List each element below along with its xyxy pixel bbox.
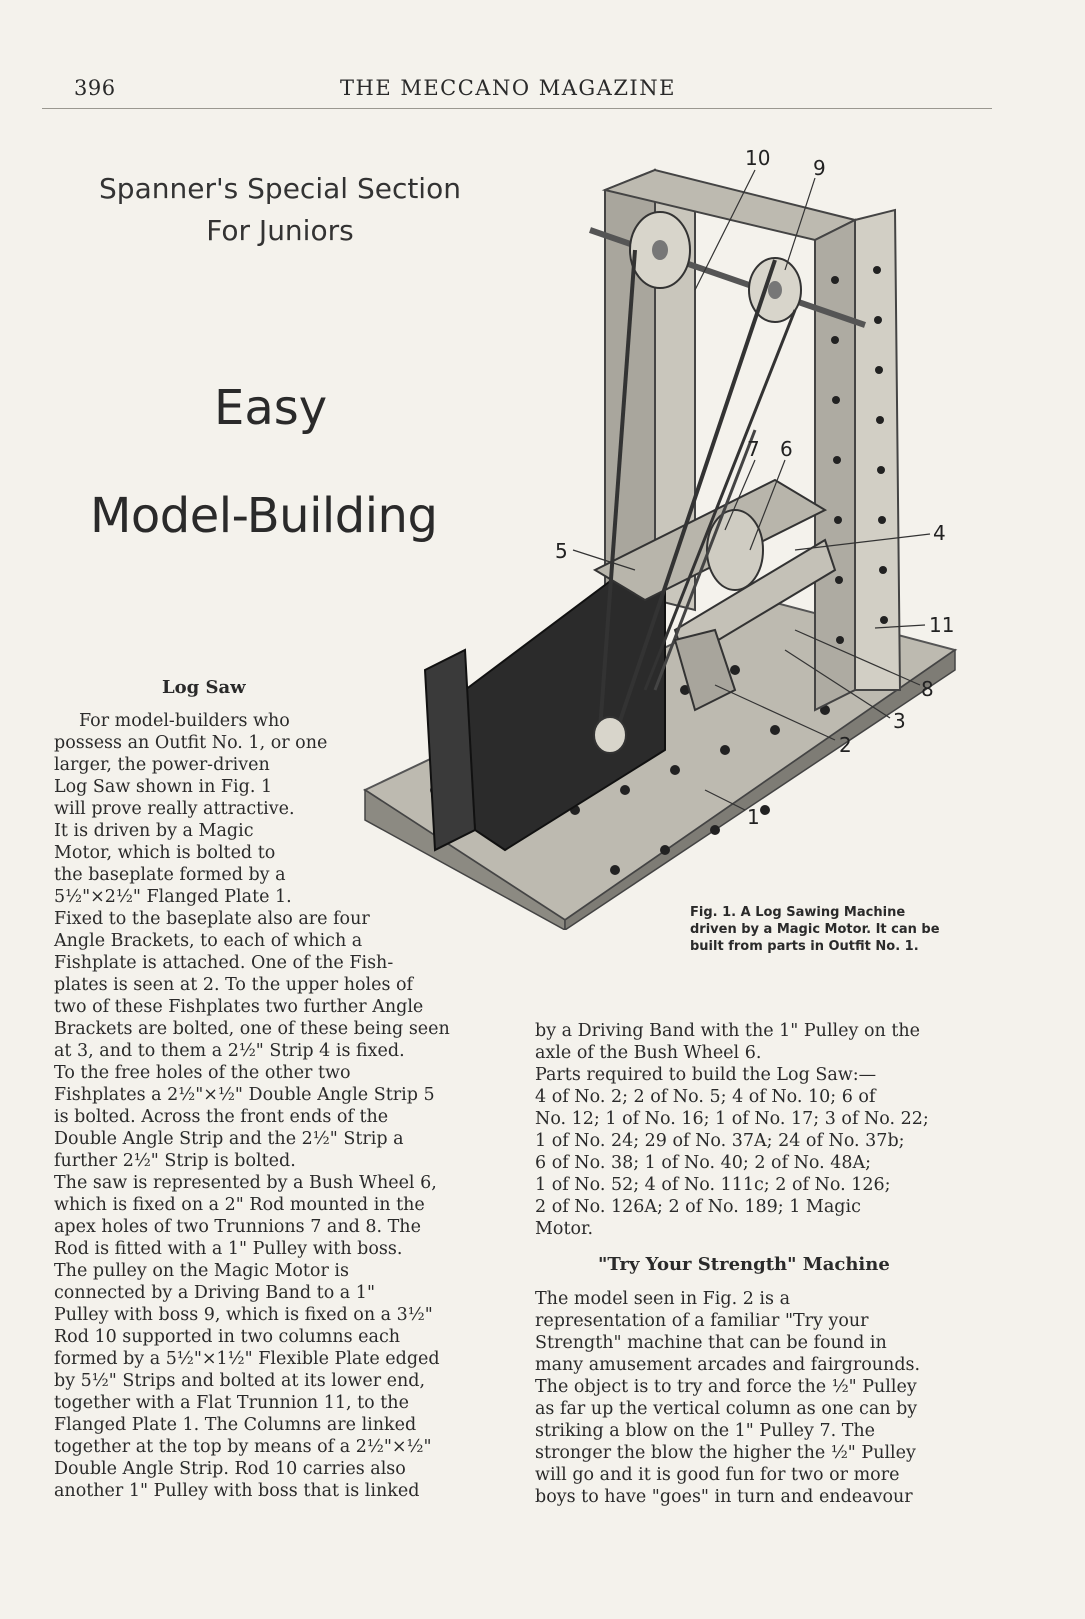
text-line: The model seen in Fig. 2 is a [535, 1289, 791, 1309]
text-line: To the free holes of the other two [54, 1063, 351, 1083]
text-line: at 3, and to them a 2½" Strip 4 is fixed. [54, 1041, 405, 1061]
text-line: larger, the power-driven [54, 755, 270, 775]
text-line: together with a Flat Trunnion 11, to the [54, 1393, 409, 1413]
text-line: Flanged Plate 1. The Columns are linked [54, 1415, 417, 1435]
text-line: further 2½" Strip is bolted. [54, 1151, 296, 1171]
text-line: Motor. [535, 1219, 594, 1239]
callout-1: 1 [747, 805, 760, 829]
parts-list-text [535, 1020, 929, 1240]
text-line: Motor, which is bolted to [54, 843, 276, 863]
text-line: Log Saw shown in Fig. 1 [54, 777, 273, 797]
text-line: together at the top by means of a 2½"×½" [54, 1437, 432, 1457]
text-line: Brackets are bolted, one of these being seen [54, 1019, 450, 1039]
running-head: THE MECCANO MAGAZINE [340, 76, 676, 100]
text-line: The object is to try and force the ½" Pulley [535, 1377, 917, 1397]
headline-model-building: Model-Building [90, 488, 438, 544]
text-line: Rod is fitted with a 1" Pulley with boss. [54, 1239, 403, 1259]
text-line: Strength" machine that can be found in [535, 1333, 887, 1353]
text-line: No. 12; 1 of No. 16; 1 of No. 17; 3 of No. 22; [535, 1109, 929, 1129]
callout-5: 5 [555, 539, 568, 563]
text-line: Double Angle Strip and the 2½" Strip a [54, 1129, 404, 1149]
text-line: axle of the Bush Wheel 6. [535, 1043, 762, 1063]
try-your-strength-text [535, 1288, 920, 1508]
text-line: 6 of No. 38; 1 of No. 40; 2 of No. 48A; [535, 1153, 872, 1173]
section-subtitle: For Juniors [206, 214, 354, 247]
text-line: will prove really attractive. [54, 799, 295, 819]
text-line: as far up the vertical column as one can by [535, 1399, 918, 1419]
text-line: Angle Brackets, to each of which a [54, 931, 363, 951]
text-line: will go and it is good fun for two or more [535, 1465, 900, 1485]
text-line: the baseplate formed by a [54, 865, 286, 885]
text-line: Rod 10 supported in two columns each [54, 1327, 401, 1347]
text-line: Fishplate is attached. One of the Fish- [54, 953, 394, 973]
text-line: another 1" Pulley with boss that is linked [54, 1481, 420, 1501]
callout-3: 3 [893, 709, 906, 733]
section-title: Spanner's Special Section [99, 172, 461, 205]
text-line: connected by a Driving Band to a 1" [54, 1283, 375, 1303]
callout-10: 10 [745, 146, 771, 170]
try-your-strength-heading: "Try Your Strength" Machine [598, 1254, 890, 1275]
text-line: 2 of No. 126A; 2 of No. 189; 1 Magic [535, 1197, 861, 1217]
text-line: The pulley on the Magic Motor is [54, 1261, 349, 1281]
text-line: is bolted. Across the front ends of the [54, 1107, 389, 1127]
text-line: two of these Fishplates two further Angle [54, 997, 424, 1017]
header-rule [42, 108, 992, 109]
text-line: 1 of No. 24; 29 of No. 37A; 24 of No. 37b; [535, 1131, 905, 1151]
text-line: Fishplates a 2½"×½" Double Angle Strip 5 [54, 1085, 435, 1105]
text-line: The saw is represented by a Bush Wheel 6, [54, 1173, 437, 1193]
text-line: 4 of No. 2; 2 of No. 5; 4 of No. 10; 6 of [535, 1087, 876, 1107]
text-line: by a Driving Band with the 1" Pulley on the [535, 1021, 920, 1041]
callout-2: 2 [839, 733, 852, 757]
log-saw-heading: Log Saw [162, 677, 246, 698]
callout-7: 7 [747, 437, 760, 461]
text-line: which is fixed on a 2" Rod mounted in the [54, 1195, 425, 1215]
figure-caption-line: Fig. 1. A Log Sawing Machine [690, 905, 906, 920]
callout-9: 9 [813, 156, 826, 180]
callout-4: 4 [933, 521, 946, 545]
text-line: 5½"×2½" Flanged Plate 1. [54, 887, 292, 907]
headline-easy: Easy [214, 380, 328, 436]
text-line: plates is seen at 2. To the upper holes of [54, 975, 414, 995]
callout-11: 11 [929, 613, 955, 637]
text-line: apex holes of two Trunnions 7 and 8. The [54, 1217, 421, 1237]
text-line: stronger the blow the higher the ½" Pulley [535, 1443, 916, 1463]
text-line: striking a blow on the 1" Pulley 7. The [535, 1421, 876, 1441]
text-line: For model-builders who [79, 711, 290, 731]
callout-6: 6 [780, 437, 793, 461]
text-line: 1 of No. 52; 4 of No. 111c; 2 of No. 126; [535, 1175, 891, 1195]
text-line: representation of a familiar "Try your [535, 1311, 869, 1331]
text-line: boys to have "goes" in turn and endeavour [535, 1487, 913, 1507]
text-line: possess an Outfit No. 1, or one [54, 733, 328, 753]
text-line: Parts required to build the Log Saw:— [535, 1065, 877, 1085]
callout-8: 8 [921, 677, 934, 701]
text-line: formed by a 5½"×1½" Flexible Plate edged [54, 1349, 440, 1369]
text-line: It is driven by a Magic [54, 821, 254, 841]
text-line: Pulley with boss 9, which is fixed on a 3½" [54, 1305, 433, 1325]
log-saw-text [54, 710, 450, 1502]
text-line: Fixed to the baseplate also are four [54, 909, 370, 929]
page-number: 396 [74, 76, 116, 100]
text-line: many amusement arcades and fairgrounds. [535, 1355, 921, 1375]
text-line: Double Angle Strip. Rod 10 carries also [54, 1459, 406, 1479]
figure-caption-line: driven by a Magic Motor. It can be [690, 922, 940, 937]
figure-caption-line: built from parts in Outfit No. 1. [690, 939, 919, 954]
text-line: by 5½" Strips and bolted at its lower end, [54, 1371, 426, 1391]
